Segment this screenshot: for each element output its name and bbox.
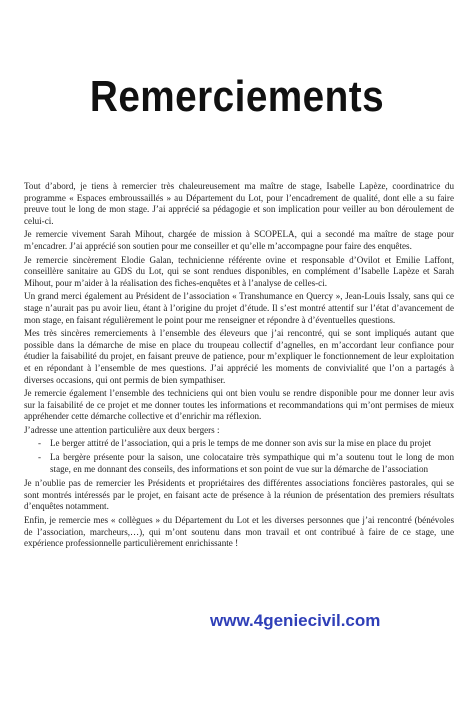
paragraph-techniciens: Je remercie également l’ensemble des techniciens qui ont bien voulu se rendre disponible pour me donner leur avis sur la faisabilité de ce projet et me donner toutes les informations et recommandations qui m’ont permises de mieux appréhender cette démarche collective et d’enrichir ma réflexion. <box>24 388 454 422</box>
paragraph-collegues: Enfin, je remercie mes « collègues » du Département du Lot et les diverses personnes que j’ai rencontré (bénévoles de l’association, marcheurs,…), qui m’ont soutenu dans mon travail et ont contribué à faire de ce stage, une expérience professionnelle particulièrement enrichissante ! <box>24 515 454 549</box>
paragraph-bergers-intro: J’adresse une attention particulière aux deux bergers : <box>24 424 220 435</box>
acknowledgements-body <box>24 181 454 552</box>
footer-watermark-url[interactable]: www.4geniecivil.com <box>210 611 381 630</box>
paragraph-maitre-de-stage: Tout d’abord, je tiens à remercier très chaleureusement ma maître de stage, Isabelle Lapèze, coordinatrice du programme « Espaces embroussaillés » au Département du Lot, pour l’encadrement de qualité, dont elle a su faire preuve tout le long de mon stage. J’ai apprécié sa pédagogie et son implication pour veiller au bon déroulement de celui-ci. <box>24 181 454 226</box>
page-title: Remerciements <box>89 72 385 121</box>
bergers-list <box>24 438 454 475</box>
paragraph-president-association: Un grand merci également au Président de l’association « Transhumance en Quercy », Jean-Louis Issaly, sans qui ce stage n’aurait pas pu avoir lieu, étant à l’origine du projet d’étude. Il s’est montré attentif sur l’état d’avancement de mon stage, en faisant régulièrement le point pour me renseigner et répondre à d’éventuelles questions. <box>24 291 454 325</box>
list-item: - Le berger attitré de l’association, qui a pris le temps de me donner son avis sur la mise en place du projet <box>50 438 454 450</box>
list-item: - La bergère présente pour la saison, une colocataire très sympathique qui m’a soutenu tout le long de mon stage, en me donnant des conseils, des informations et son point de vue sur la démarche de l’association <box>50 452 454 475</box>
paragraph-eleveurs: Mes très sincères remerciements à l’ensemble des éleveurs que j’ai rencontré, qui se sont impliqués autant que possible dans la démarche de mise en place du troupeau collectif d’agnelles, en m’accordant leur confiance pour étudier la faisabilité du projet, en faisant preuve de patience, pour m’expliquer le fonctionnement de leur exploitation et en répondant à l’ensemble de mes questions. J’ai apprécié les moments de convivialité que l’on a partagés à diverses occasions, qui ont permis de bien sympathiser. <box>24 328 454 385</box>
paragraph-elodie-galan: Je remercie sincèrement Elodie Galan, technicienne référente ovine et responsable d’Ovilot et Emilie Laffont, conseillère sanitaire au GDS du Lot, qui se sont rendues disponibles, en complément d’Isabelle Lapèze et Sarah Mihout, pour m’aider à la réalisation des fiches-enquêtes et à l’analyse de celles-ci. <box>24 254 454 288</box>
paragraph-sarah-mihout: Je remercie vivement Sarah Mihout, chargée de mission à SCOPELA, qui a secondé ma maître de stage pour m’encadrer. J’ai apprécié son soutien pour me conseiller et qu’elle m’accompagne pour faire des enquêtes. <box>24 229 454 251</box>
paragraph-presidents-afp: Je n’oublie pas de remercier les Présidents et propriétaires des différentes associations foncières pastorales, qui se sont montrés intéressés par le projet, en faisant acte de présence à la réunion de présentation des premiers résultats d’enquêtes notamment. <box>24 478 454 512</box>
